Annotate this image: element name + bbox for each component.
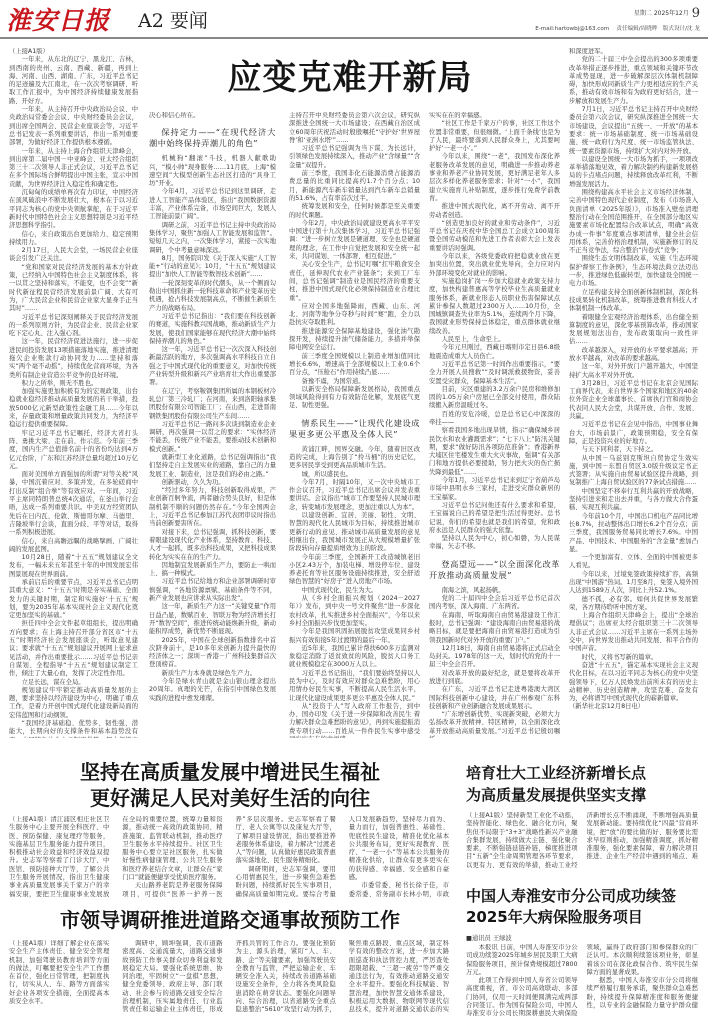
paragraph: 习近平总书记在会见中指出，中国事业舞台大，市场前景广，政策预期稳，安全有保障，正是投资兴业的好地方。 (569, 421, 698, 445)
paragraph: 在海南，听取海南自由贸易港建设工作汇报时，总书记强调：“建设海南自由贸易港的战略目标，就是要把海南自由贸易港打造成为引领我国新时代对外开放的重要门户。” (429, 611, 560, 644)
main-column-4 (429, 112, 560, 738)
paragraph: 今年是绿水青山就是金山银山理念提出20周年。真理的光芒，在指引中国绿色发展实践的进程中愈发璀璨。 (149, 678, 276, 702)
paragraph: 沉甸甸的成绩单再次有力印证，中国经济在顶风破浪中不断发展壮大，根本在于以习近平同志为核心的党中央领航掌舵，在于习近平新时代中国特色社会主义思想特别是习近平经济思想科学指引。 (9, 189, 138, 230)
livelihood-headline-2: 更好满足人民对美好生活的向往 (90, 786, 370, 810)
subheading: 登高望远——“以全面深化改革开放推动高质量发展” (429, 558, 560, 580)
paragraph: 今年1月，习近平总书记来到辽宁省葫芦岛市绥中县明水乡三家村，走进受灾群众新居的王宝福家。 (429, 477, 560, 501)
paragraph: 推进中国式现代化，离不开劳动、离不开劳动者创造。 (429, 203, 560, 219)
main-headline: 应变克难开新局 (227, 58, 473, 98)
paragraph: 实实在在的幸福感。 (429, 112, 486, 119)
paragraph: 前三季度，我国非化石能源消费占能源消费总量的比重同比提高约1.7个百分点；10月，新能源汽车新车销量达到汽车新车总销量的51.6%，占有率首次过半。 (289, 170, 420, 202)
paragraph: 2025年，中国在全球创新指数排名中首次跻身前十，是10多年来创新力提升最快的经济体之一；深圳－香港－广州科技集群首次登顶榜首。 (149, 636, 276, 669)
issue-date (634, 6, 700, 21)
paragraph: “经过多年努力，科技创新取得成果，产业创新百舸争流，两者融合势头良好，但是体制机制不顺的问题仍然存在。”今年全国两会上，习近平总书记参加江苏代表团审议时指出当前创新要害所在。 (149, 487, 276, 528)
paragraph: 面对美国单方面强加的所谓“对等关税”风暴，中国沉着应对、多策并发，在多轮磋商中打出反制“组合拳”等有效应对。一年间，习近平主席同特朗普总统4次通话，在釜山举行会晤，达成一系列重要共识。中美双方经贸团队先后在日内瓦、伦敦、斯德哥尔摩、马德里、吉隆坡举行会谈，直面分歧、平等对话，取得一系列积极进展。 (9, 471, 138, 537)
paragraph: 今年4月，习近平总书记到这里调研，走进人工智能产品体验区，指出“我国数据资源丰富，产业体系完备，市场空间巨大，发展人工智能前景广阔”。 (149, 188, 276, 221)
paragraph: 推进能源安全保障基地建设，强化油气勘探开发，持续提升油气储备能力，多措并举保障电网安全运行。 (289, 327, 420, 352)
paragraph: 察看我国多地出现旱情，指示“确保城乡居民饮水和农业灌溉需求”；“七下八上”防汛关键期，要求“做好防汛各项防范准备”；香港新界大埔区住宅楼发生重大火灾事故，强调“有关部门和地方提供必要援助，努力把火灾的伤亡损失降到最低”…… (429, 427, 560, 476)
paragraph: 今年是我国巩固拓展脱贫攻坚成果同乡村振兴有效衔接5年过渡期的最后一年。 (289, 628, 420, 644)
paragraph: 信心，来自高瞻远瞩的战略擘画、广阔壮阔的发展蓝图。 (9, 537, 138, 553)
paragraph: 黄浦江畔，国界交融。今年，随着旧区改造的完成，上海告别了“拎马桶”的历史记忆，更多居民享受到更高品质城市生活。 (289, 445, 420, 470)
paragraph: 8月，国务院印发《关于深入实施“人工智能+”行动的意见》；10月，“十五五”规划建议提出“加快人工智能等数智技术创新”…… (149, 254, 276, 279)
paragraph: 2月17日，人民大会堂，一场民营企业座谈会引发广泛关注。 (9, 247, 138, 263)
traffic-columns (9, 940, 449, 1020)
paragraph: 习近平总书记问他还有什么要求和希望，王宝福说自己的希望是把生活过得更好。总书记说，你们的希望也就是我们的希望，党和政府永远是人民群众的强大依靠。 (429, 501, 560, 534)
paragraph: 就新型工业化道路，总书记强调指出“我们坚持走自主发展实业的道路，靠自己的力量发展工业、制造业，这是我们的必由之路。” (149, 453, 276, 478)
paragraph: 主持召开中央财经委员会第六次会议，研究纵深推进全国统一大市场建设；在西藏自治区成立60周年庆祝活动时殷殷嘱托“守护好‘世界屋脊’和‘亚洲水塔’”…… (289, 112, 420, 144)
paragraph: 上海合作组织天津峰会上，提出“全球治理倡议”；出席亚太经合组织第三十二次领导人非正式会议……习近平主席在一系列主场外交中，向世界发出推动共同发展、和平合作的中国声音。 (569, 612, 698, 653)
paragraph: 习近平总书记一路问多次谈到制造业企业调研，再次强调一以贯之的要求：“实体经济不能丢，传统产业不能丢，要推动技术创新和模式创新。” (149, 420, 276, 453)
paragraph: 据悉，中国人寿淮安市分公司将继续严格履行服务承诺，聚焦群众急难愁盼，持续提升保障精准度和服务便捷性，以专业的金融保险力量守护群众健 (586, 977, 698, 1010)
insurance-columns (466, 944, 698, 1020)
paragraph: 对改革开放的最好纪念，就是要将改革开放进行到底。 (429, 669, 560, 685)
paragraph: 以建设全国统一大市场为抓手，一项项改革举措落地见效，着力解决制约构建新发展格局的卡点堵点问题，持续释放改革红利，不断增强发展活力。 (569, 155, 698, 188)
paragraph: 今年元旦刚过，西藏日喀则市定日县6.8级地震造成重大人员伤亡。 (429, 344, 560, 360)
paragraph: 10月28日，随着“十五五”规划建议全文发布，一幅未来五年甚至十年的中国发展宏伟图景展现在世界面前。 (9, 554, 138, 578)
paragraph: 创新驱动，久久为功。 (161, 478, 225, 486)
paragraph: 改革越深入，对开放的水平要求越高；开放水平越高，对改革的要求越高。 (569, 346, 698, 362)
paragraph: 因地制宜发展新质生产力，要防止一哄而上、搞一种模式。 (149, 561, 276, 578)
paragraph: 调研之前，习近平总书记主持中央政治局集体学习，聚焦“加强人工智能发展和监管”。短短几天之内，一次集体学习，紧接一次实地调研，个中考量意味深远。 (149, 221, 276, 254)
paragraph: 新质生产力本身就是绿色生产力。 (161, 669, 257, 677)
paragraph: 加强实施更加积极有为的宏观政策，出台稳就业稳经济推动高质量发展的若干举措，投放5000亿元新型政策性金融工具……今年以来，存量政策和增量政策共同发力，为经济平稳运行提供重要保障。 (9, 388, 138, 429)
paragraph: 一年来，从主持上海合作组织天津峰会，到出席第二届中国－中亚峰会、亚太经合组织第三十二次领导人非正式会议，习近平总书记在多个国际场合鲜明提出中国主张，宣示中国贡献，为世界经济注入稳定性和确定性。 (9, 147, 138, 188)
paragraph: 奋进“十五五”，锚定基本实现社会主义现代化目标，在以习近平同志为核心的党中央坚强领导下，亿万人民焕发出前所未有的历史主动精神、历史创造精神，攻坚克难、奋发有为，必将谱写中国式现代化的崭新篇章。 (569, 661, 698, 703)
paragraph: 党的二十届三中全会提出的300多项重要改革举措正逐步推进，重点领域和关键环节改革成势显现，进一步破解深层次体制机制障碍，加快形成同新质生产力更相适应的生产关系，推动有效市场和有为政府更好结合，进一步解放和发展生产力。 (569, 56, 698, 105)
paragraph: “党和国家对民营经济发展的基本方针政策，已经纳入中国特色社会主义制度体系，将一以贯之坚持和落实，不能变，也不会变”“新时代新征程民营经济发展前景广阔、大有可为，广大民营企业和民营企业家大显身手正当其时”…… (9, 263, 138, 313)
paragraph: 实施稳岗扩岗一步加大稳就业政策支持力度，加快构建普惠高等学校毕业生高质量就业服务体系，新就业形态人员职业伤害保障试点累计参保人数超过2300万人……10月份，全国城镇调查失业率为5.1%，连续两个月下降，我国就业形势保持总体稳定，重点群体就业继续改善。 (429, 277, 560, 335)
paragraph: “创造更加良好的就业和劳动条件”，习近平总书记在庆祝中华全国总工会成立100周年暨全国劳动模范和先进工作者表彰大会上发表重要讲话时强调。 (429, 219, 560, 252)
main-column-2 (149, 112, 276, 738)
paragraph: 目前，灾区重建的3.2万余户民房和维修加固的1.05万余户房屋已全部交付使用，群众陆续搬入新房温暖过冬。 (429, 385, 560, 410)
traffic-body (9, 940, 449, 1020)
editor: 责任编辑/周晓晔 (616, 26, 658, 32)
paragraph: 和深度进军。 (569, 48, 607, 55)
paragraph: （上接A1版）清江浦区相庄社区卫生服务中心主要开展全科医疗、中医、预防保健、康复理疗等服务，实施基层卫生服务能力提升项目，积极推动社会效益和经济效益双提升。史志军等察看了门诊大厅、中医馆、预防接种大厅等，了解公共卫生服务开展情况，指出卫生健康事业高质量发展事关千家万户的幸福安康，要把卫生健康事业发展放在全局的重要位置，统筹力量和资源，推动统一高效的政策协同、精准施策、监管联动机制，推动医疗卫生服务水平持续提升。社区卫生服务中心要立足社区服务，扎实做好慢性病健康管理、公共卫生服务和医疗养老结合文章，让群众在“家门口”就能便捷享受优质医疗服务。 (9, 816, 223, 898)
editor-info (535, 24, 700, 32)
subheading: 保持定力——“在现代经济大潮中始终保持弄潮儿的角色” (149, 127, 276, 149)
paragraph: 在辽宁，考察鞍钢集团所属的本钢板材冷轧总厂第三冷轧厂；在河南，来到洛阳轴承集团股份有限公司智能工厂；在山西，走进晋南钢铁集团股份有限公司生产车间…… (149, 387, 276, 420)
paragraph: 中国式现代化，民生为大。 (301, 586, 378, 594)
paragraph: 这一年，习近平总书记一次次深入科技创新最活跃的地方，多次强调高水平科技自立自强之于中国式现代化的重要意义，对加快传统产业转型升级和新兴产业培育壮大作出重要部署。 (149, 346, 276, 387)
paragraph: 从“投资于人”写入政府工作报告，到中办、国办印发《关于进一步保障和改善民生 着力解决群众急难愁盼的意见》，再到实施提振消费专项行动……百姓从一件件民生实事中感受 (289, 702, 420, 735)
paragraph: 中国坚定不移奉行互利共赢的开放战略，坚持引进来和走出去并重，与各方做大合作蛋糕、实现互利共赢。 (569, 487, 698, 512)
insurance-body (466, 944, 698, 1020)
paragraph: 12月18日，海南自由贸易港将正式启动全岛封关。1978年的这一天，划时代的党的十一届三中全会召开。 (429, 644, 560, 669)
paragraph: （上接A1版）坚持新型工业化不动摇，坚持智能化、绿色化、融合化方向，聚焦但不局限于“3+3”战略性新兴产业融合集群发展，持续做大主链、强化聚合要素，不断强链延链补链，梯度推进项目“五新”全生命周期管理各环节要求，以更有力、更有效的举措，推动工业经济新增长点不断涌现，不断增强高质量发展新动能。要持续优化“四最”营商环境，把“放”的要比做的好、服务要比需求早原则推动，加强精准调度，抓好精准服务，强化要素保障，着力解决项目推进、企业生产经营中遇到的堵点、难 (466, 812, 698, 869)
paragraph: 从中国－乌兹别克斯坦自贸协定生效实施，到中国－东盟自贸区3.0版升级议定书正式签署；从实施自由贸易试验区提升战略，到复制推广上海自贸试验区的77条试点措施…… (569, 454, 698, 487)
paragraph: 应对全国多地强降雨，西藏、山东、河北、河南等地争分夺秒与时间“赛”跑，全力以赴抗灾夺取胜利。 (289, 302, 420, 327)
paragraph: 市委常委、秘书长徐子佳，市委常委、常务副市长林小明，市政 (348, 882, 449, 898)
paragraph: 习近平总书记深刻阐释关于民营经济发展的一系列原则方针，为民营企业、民营企业家吃下定心丸、注入强心剂。 (9, 313, 138, 338)
paragraph: 天山路养老院是养老服务保障项目，可提供“医养一护养一医养”多层次服务。史志军察看了餐厅、老人公寓等以及康复大厅等，了解项目建设情况，指出要推进养老服务体系建设，着力解决“过渡老人”等问题，认真做好惠民政策普惠落实落地化、民生服务精细化。 (122, 816, 336, 898)
paragraph: 党的二十届四中全会后习近平总书记首次国内考察，深入海南、广东两省。 (429, 595, 560, 611)
paragraph: 在广东，习近平总书记走进粤港澳大湾区国际科技创新中心建设，并在广州参观广东科技创新和产业创新融合发展成果展示。 (429, 686, 560, 710)
paragraph: 今年前10个月，中国出口机电产品同比增长8.7%，拉动整体出口增长6.2个百分点；前三季度，我国服务贸易同比增长7.6%。中国产品、中国技术、中国服务的“含金量”愈加凸显。 (569, 512, 698, 553)
paragraph: 3月28日，习近平总书记在北京会见国际工商界代表，来自世界多个国家和地区的40余位外资企业全球董事长、首席执行官和商协会代表同人民大会堂，共谋开放、合作、发展、共赢。 (569, 379, 698, 421)
paragraph: 以建设创新、宜居、美丽、韧性、文明、智慧的现代化人民城市为目标，持续推进城市更新行动的意见、推动城市高质量发展的意见相继出台，我国城市发展正从大规模增量扩张阶段转向存量提质增效为主的阶段。 (289, 512, 420, 553)
livelihood-columns (9, 816, 449, 900)
industry-headline-2: 为高质量发展提供坚实支撑 (466, 786, 647, 804)
paragraph: 统筹发展和安全，任何时候都是至关重要的时代课题。 (289, 203, 420, 219)
paragraph: 南海之滨，风起扬帆。 (441, 586, 505, 594)
paragraph: 调研期间，史志军强调，要用心用情惠民生，进一步聚焦急难愁盼问题，持续抓好民生实事项目，确保高质量如期完成。要综合考量人口发展新趋势，坚持尽力而为、量力而行，加强普惠性、基础性、兜底性民生建设，精准化优化基本公共服务布局，更好实现教育、医疗、“一老一小”等基本公共服务的精准化供给，让群众有更多更实在的获得感、幸福感、安全感和自豪感。 (235, 816, 449, 898)
paragraph: 围绕生态文明体制改革，实施《生态环境保护督察工作条例》，生态环境法典立法迈出一步，推进绿色低碳转型，加快建设全国统一电力市场。 (569, 255, 698, 288)
paragraph: 习近平总书记指出，“我们要始终坚持以人民为中心，及时有效应对群众急难愁盼，用心用情办好民生实事，不断提高人民生活水平，让现代化建设成果更多更公平惠及全体人民。” (289, 669, 420, 702)
paragraph: 今年以来，各级党委政府把稳就业放在更加突出位置，突出就业优先导向，全力应对内外部环境变化对就业的影响。 (429, 253, 560, 277)
paragraph: “社区工作是千家万户的事，社区工作这个位置非常重要，但很细微。‘上面千条线’也是为了人民，最终要落到人民群众身上，尤其要呵护好‘一老一小’。” (429, 120, 560, 153)
paragraph: 与天下同利者，天下持之。 (581, 446, 658, 454)
paragraph: 此项工作得到中国人寿省公司领导高度重视，省、市公司高效联动、多部门协同，仅用一天时间便圆满完成两部合同签订。作为国有保险公司，中国人寿淮安市分公司长期深耕惠民大病保险领域，赢得了政府部门和参保群众的广泛认可。本次顺利续签该项业务，彰显着该公司在深化政保合作、筑牢民生保障方面的显著成果。 (466, 944, 698, 1018)
paragraph: 坚持以人民为中心，初心如磐，为人民谋幸福，矢志不移。 (429, 535, 560, 551)
paragraph: 习近平总书记给地方和企业部署调研时审慎强调，“各地资源禀赋、基础条件等不同，新产业发展也应讲求从实际出发”。 (149, 578, 276, 603)
date-text: 星期二 2025年12月 (633, 10, 689, 17)
paragraph: 百姓的安危冷暖，总是总书记心中深深的牵挂—— (429, 410, 560, 426)
paragraph: 担任四中全会文件起草组组长，提出明确方向要求；在上海主持召开部分省区市“十五五”时期经济社会发展座谈会，听取意见建议；要求就“十五五”规划建议开展网上征求意见活动，并作出重要批示……习近平总书记亲自谋划、全程指导“十五五”规划建议制定工作，倾注了大量心血，发挥了决定性作用。 (9, 620, 138, 678)
paragraph: 德不孤，必有邻。如何共促世界发展繁荣，各方期待聆听中国方案。 (569, 595, 698, 611)
paragraph: 备豫不虞，为国常道。 (301, 377, 365, 385)
paragraph: 人民至上，生命至上。 (441, 336, 505, 344)
header-divider (0, 37, 708, 39)
email: E-mail:hartowbj@163.com (535, 26, 610, 32)
paragraph: 今年以来，围绕“一老”，我国发布深化养老服务改革发展的意见，明确进一步推动养老事业和养老产业协同发展，更好满足老年人多层次多样化养老服务需求；针对“一小”，我国建立实施育儿补贴制度，逐步推行免费学前教育。 (429, 153, 560, 202)
main-column-3 (289, 112, 420, 738)
paragraph: 7月1日，习近平总书记主持召开中央财经委员会第六次会议，研究纵深推进全国统一大市场建设，会议提出“五统一、一开放”的基本要求：统一市场基础制度、统一市场基础设施、统一政府行为尺度、统一市场监管执法、统一要素资源市场，持续扩大对内对外开放。 (569, 106, 698, 155)
paragraph: 习近平总书记第一时间作出重要指示，“要全力开展人员搜救”“及时调派救援物资，妥善安置受灾群众，保障基本生活”。 (429, 360, 560, 385)
paragraph: （新华社北京12月8日电） (569, 703, 644, 711)
paragraph: 前三季度全国规模以上制造业增加值同比增长6.6%，增速高于全部规模以上工业0.6个百分点，“压舱石”作用持续凸显…… (289, 352, 420, 377)
newspaper-logo: 淮安日报 (6, 6, 111, 35)
paragraph: 习近平总书记强调为当下谋、为长远计，引领绿色发展持续深入，推动产业“含绿量”“含金量”双提升。 (289, 145, 420, 169)
paragraph: 这一年，新质生产力这一“关键变量”作用日益凸显，数赋百业、智联万物为经济增长打开“数智空间”，推进传统动能焕新升级，新动能积厚成势，新优势不断显现。 (149, 603, 276, 636)
paragraph: 承前启后的重要节点，习近平总书记点明其重大意义：“‘十五五’时期是夯实基础、全面发力的关键时期，制定和实施好‘十五五’规划，要为2035年基本实现社会主义现代化奠定更加坚实的基础。” (9, 579, 138, 620)
paragraph: 一个更加富有、立体、全面的中国被更多人看见。 (569, 554, 698, 570)
paragraph: 从《乡村全面振兴规划（2024－2027年）》发布，到中央一号文件聚焦“进一步深化农村改革，扎实推进乡村全面振兴”，今年以来乡村全面振兴步伐更加坚实。 (289, 595, 420, 627)
paragraph: 一年来，从主持召开中央政治局会议、中央政治局常委会会议、中央财经委员会会议，到出席全国两会、民营企业座谈会等，习近平总书记发表一系列重要讲话，作出一系列重要部署，为做好经济工作提供根本遵循。 (9, 106, 138, 147)
paragraph: 决心和信心所在。 (149, 112, 200, 119)
date-day: 9 (691, 6, 700, 21)
paragraph: 今年7月，时隔10年，又一次中央城市工作会议召开，习近平总书记出席会议并发表重要讲话。会议指出“城市工作要坚持人民城市理念，转变城市发展理念，更加注重以人为本”。 (289, 478, 420, 511)
paragraph: “我国经济基础稳、优势多、韧性强、潜能大，长期向好的支撑条件和基本趋势没有 (9, 720, 138, 736)
paragraph: 机械狗“翻滚”斗技，机器人献歌助兴，“模小帅”现身服务……11月底，上海“模速空间”大模型创新生态社区打造的“具身工坊”开业。 (149, 155, 276, 188)
main-column-1 (9, 48, 138, 738)
paragraph: 习近平总书记指出：“我们要在科技创新的赛道，实施科教兴国战略，推动新质生产力发展，使我们国家能够在现代经济大潮中始终保持弄潮儿的角色。” (149, 312, 276, 345)
subheading: 情系民生——“让现代化建设成果更多更公平惠及全体人民” (289, 417, 420, 439)
paragraph: 规划建议牢牢锁定推动高质量发展的主题，要求坚持以经济建设为中心，明确了重点工作，是着力开创中国式现代化建设新局面的宏伟蓝图和行动纲领。 (9, 686, 138, 719)
main-column-5 (569, 48, 698, 738)
paragraph: 这一年，民营经济促进法施行，进一步促进民间投资发展13项措施落地实施，推进清理拖欠企业账款行动协同发力……坚持和落实“两个毫不动摇”，持续优化营商环境，为各类所有制企业营造公平竞争的良好环境。 (9, 338, 138, 379)
designer: 版式设计/沈 龙 (662, 26, 700, 32)
paragraph: 今年前三季度，全国新开工改造城镇老旧小区2.43万个，加装电梯、增设停车位、建设养老托育等社区服务设施持续推进，安全舒适绿色智慧的“好房子”进入房地产市场。 (289, 553, 420, 586)
section-label: A2 要闻 (138, 10, 208, 32)
livelihood-headline-1: 坚持在高质量发展中增进民生福祉 (80, 760, 380, 784)
insurance-headline-2: 2025年大病保险服务项目 (466, 908, 643, 926)
paragraph: 积力之所举，则无不胜也。 (21, 379, 98, 387)
insurance-byline: ■通讯员 王绿波 (466, 935, 512, 942)
traffic-headline: 市领导调研推进道路交通事故预防工作 (60, 908, 400, 932)
paragraph: 一年来，从东北的辽宁、黑龙江、吉林，到西南的贵州、云南、西藏、新疆，再到上海、河南、山西、湖南、广东，习近平总书记的足迹遍及大江南北，在一次次考察调研、听取工作汇报中，为中国经济持续健康发展指路、开好方。 (9, 56, 138, 105)
paragraph: 牢记习近平总书记嘱托，经济大省打头阵、勇挑大梁、走在前、作示范。今年前三季度，国内生产总值排名前十的省份均达到4万亿元台阶，广东和江苏经济总量均超过10万亿元。 (9, 429, 138, 470)
paragraph: 信心，来自政策出台更加给力、稳定预期持续用力。 (9, 230, 138, 246)
paragraph: （上接A1版） (9, 48, 49, 55)
paragraph: 近5年来，我国已累计帮扶600多万监测对象稳定消除了返贫致贫的风险，脱贫人口务工就业规模稳定在3000万人以上。 (289, 644, 420, 669)
paragraph: 着眼健全宏观经济治理体系，出台健全预算制度的意见，深化零基预算改革，推动国家发展规划法出台，发布政策取向一致性评估…… (569, 313, 698, 346)
industry-columns (466, 812, 698, 874)
paragraph: 今年以来，过境免签政策持续扩容，高频出现“中国游”热词。1月至8月，免签入境外国人达到1589万人次，同比上升52.1%。 (569, 570, 698, 595)
paragraph: （上接A1版）详细了解企业在落实安全生产主体责任、健全安全管理机制、加强驾驶员教育培训等方面的做法，叮嘱要把安全生产工作摆在首位，强化日常管理，把制度执行，切实从人、车、路等方面落实好企业各项安全措施，全面提高本质安全水平。 (9, 940, 110, 1006)
paragraph: 今年2月，中央政治局就建设更高水平平安中国进行第十九次集体学习，习近平总书记强调：“进一步树立发展是硬道理、安全也是硬道理的理念，在工作中自觉把发展和安全统一起来，共同谋划、一体部署、相互促进。” (289, 219, 420, 261)
paragraph: 调研中，顾坤强调，我市道路密度高、交通流量大，道路交通事故预防工作事关群众切身利益和发展稳定大局。要强化系统思维、协同治理，牢固树立“一盘棋”思想，健全党委领导、政府主导、部门联动、社会参与的道路交通安全综合治理机制，压实属地责任、行业监管责任和运输企业主体责任，形成齐抓共管的工作合力。要强化预防为主、源头治理，紧盯“人、车、路、企”等关键要素，加强驾驶员安全教育与监管，严把运输企业、车辆安全准入关，持续改善道路基础设施安全条件，全力将各类风险隐患消除在萌芽状态。要强化问题导向、综合治理，以省道路安全重点隐患整治“5610”攻坚行动为抓手，聚焦重点路段、重点区域，制定科学有效的整改方案，进一步加大路面巡查和执法管控力度，严厉查处超限超载、“三超一疲劳”等严重交通违法行为，有效推动道路交通安全水平提升。要强化科技赋能、智慧治理，加快智慧交通体系建设，积极运用大数据、物联网等现代信息技术，提升对道路交通状态的实 (122, 940, 449, 1014)
paragraph: 以新安全格局保障新发展格局，我国重点领域风险得到有力有效防范化解，发展底气更足、韧性更强。 (289, 385, 420, 410)
paragraph: 立足构建支持全面创新体制机制，深化科技成果转化机制改革，统筹推进教育科技人才体制机制一体改革。 (569, 288, 698, 313)
insurance-headline-1: 中国人寿淮安市分公司成功续签 (466, 887, 677, 905)
paragraph: 本报讯 日前，中国人寿淮安市分公司成功续签2025年城乡居民及职工大病保险服务项目，预计保费规模超过7800万元。 (466, 944, 578, 976)
livelihood-body (9, 816, 449, 900)
paragraph: 围绕构建高水平社会主义市场经济体制，完善中国特色现代企业制度，发布《市场准入负面清单（2025年版）》，市场准入壁垒清理整治行动在全国范围推开，在全国部分地区实施要素市场化配置综合改革试点，明确“高效办成一件事”年度重点事项清单，健全社会信用体系，完善价格治理机制，实施新修订的反不正当竞争法，综合整治“内卷式”竞争； (569, 189, 698, 255)
paragraph: “广东增创新优势、实现新突破，必须大力弘扬改革开放精神、特区精神，以全面深化改革开放推动高质量发展。”习近平总书记殷切嘱 (429, 711, 560, 735)
paragraph: 关心安全生产，总书记叮嘱“扛牢粮食安全责任，延伸现代农业产业链条”；来到工厂车间，总书记强调“制造业是国民经济的重要支柱，推进中国式现代化必须保持制造业合理比重”。 (289, 261, 420, 302)
industry-body (466, 812, 698, 874)
paragraph: 城，所以盛民也。 (301, 470, 352, 478)
industry-headline-1: 培育壮大工业经济新增长点 (466, 764, 647, 782)
paragraph: 立足长远，谋在全局。 (21, 678, 85, 686)
paragraph: 时代，又将书写新的篇章。 (581, 653, 658, 661)
paragraph: 这一年，对外开放门户越开越大，中国坚持扩大高水平对外开放。 (569, 363, 698, 379)
paragraph: 对接下来，总书记强调，抓科技创新，要着眼建设现代化产业体系，坚持教育、科技、人才一起抓，既多出科技成果，又把科技成果转化为实实在在的生产力。 (149, 528, 276, 561)
paragraph: 一轮深刻变革的时代潮头，从一个侧面勾勒出中国抓住新一轮科技革命和产业变革历史机遇，抢占科技发展制高点，不断催生新质生产力的战略布局。 (149, 279, 276, 312)
